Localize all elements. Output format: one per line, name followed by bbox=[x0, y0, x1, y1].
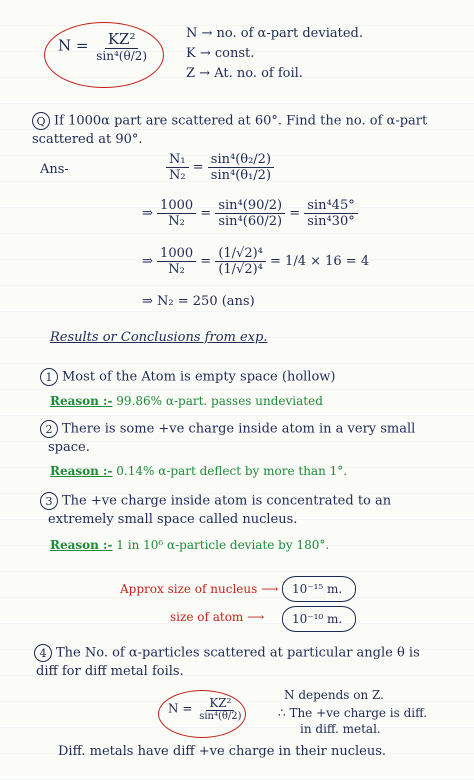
atom-size-value: 10⁻¹⁰ m. bbox=[292, 612, 343, 626]
final-statement: Diff. metals have diff +ve charge in their nucleus. bbox=[58, 744, 387, 759]
answer-step-4: ⇒ N₂ = 250 (ans) bbox=[142, 294, 255, 309]
definition-n: N → no. of α-part deviated. bbox=[186, 26, 363, 41]
formula-1-lhs: N = bbox=[58, 36, 89, 55]
approx-atom-label: size of atom ⟶ bbox=[170, 610, 265, 624]
side-note-3: in diff. metal. bbox=[300, 722, 381, 736]
result-3-reason: Reason :- 1 in 10⁶ α-particle deviate by 180°. bbox=[50, 538, 330, 552]
result-1-reason: Reason :- 99.86% α-part. passes undeviated bbox=[50, 394, 323, 408]
results-heading: Results or Conclusions from exp. bbox=[50, 330, 268, 345]
question-line-1: Q If 1000α part are scattered at 60°. Find the no. of α-part bbox=[32, 112, 427, 130]
question-marker: Q bbox=[32, 112, 50, 130]
side-note-1: N depends on Z. bbox=[284, 688, 384, 702]
answer-step-2: ⇒ $\frac{1000}{\text{N₂}}$ = $\frac{\text{sin⁴(90/2)}}{\text{sin⁴(60/2)}}$ = $\frac{\text{sin⁴45°}}{\text{sin⁴30°}}$ bbox=[142, 198, 358, 229]
approx-nucleus-label: Approx size of nucleus ⟶ bbox=[120, 582, 279, 596]
answer-step-1: $\frac{\text{N₁}}{\text{N₂}}$ = $\frac{\text{sin⁴(θ₂/2)}}{\text{sin⁴(θ₁/2)}}$ bbox=[166, 152, 274, 183]
result-1: 1 Most of the Atom is empty space (hollow) bbox=[40, 368, 336, 386]
result-4-line-1: 4 The No. of α-particles scattered at particular angle θ is bbox=[34, 644, 420, 662]
result-4-line-2: diff for diff metal foils. bbox=[36, 664, 184, 679]
answer-label: Ans- bbox=[40, 162, 69, 177]
result-2-line-2: space. bbox=[48, 440, 90, 455]
definition-z: Z → At. no. of foil. bbox=[186, 66, 303, 81]
answer-step-3: ⇒ $\frac{1000}{\text{N₂}}$ = $\frac{\text{(1/√2)⁴}}{\text{(1/√2)⁴}}$ = 1/4 × 16 = 4 bbox=[142, 246, 370, 277]
result-2-line-1: 2 There is some +ve charge inside atom in a very small bbox=[40, 420, 415, 438]
formula-2: N = $\frac{\text{KZ²}}{\text{sin⁴(θ/2)}}$ bbox=[168, 696, 242, 722]
side-note-2: ∴ The +ve charge is diff. bbox=[278, 706, 428, 720]
formula-1 bbox=[58, 30, 150, 63]
question-line-2: scattered at 90°. bbox=[32, 132, 143, 147]
nucleus-size-value: 10⁻¹⁵ m. bbox=[292, 582, 343, 596]
result-3-line-2: extremely small space called nucleus. bbox=[48, 512, 298, 527]
formula-1-den: sin⁴(θ/2) bbox=[96, 49, 148, 63]
result-2-reason: Reason :- 0.14% α-part deflect by more than 1°. bbox=[50, 464, 348, 478]
definition-k: K → const. bbox=[186, 46, 255, 61]
formula-1-num: KZ² bbox=[105, 30, 139, 49]
result-3-line-1: 3 The +ve charge inside atom is concentrated to an bbox=[40, 492, 391, 510]
